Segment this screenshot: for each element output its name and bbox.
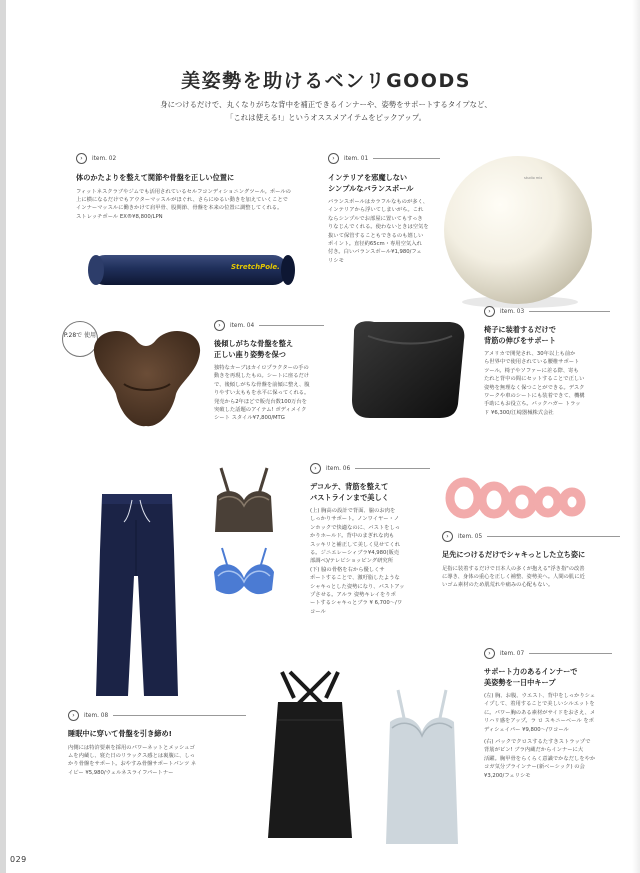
item-body-line: コガ気分ブラインナー(新ベーシック) の会 [484, 764, 585, 771]
arrow-circle-icon: › [68, 710, 79, 721]
item-body-line: スッキリと補正して美しく見せてくれ [310, 541, 400, 548]
item-body-line: ポイント。直径約65cm・専用空気入れ [328, 241, 422, 248]
item-body-line: に。パワー胸のある素材がサイドをおさえ、メ [484, 709, 596, 716]
item-body-line: 上に横になるだけでもアウターマッスルがほぐれ、さらにゆるい動きを加えていくことで [76, 196, 288, 203]
item-body-line: (右) バックでクロスするたすきストラップで [484, 739, 591, 746]
item-body-line: イプして、着用することで美しいシルエットを [484, 701, 595, 708]
item-body-line: ポートすることで、激吁脂したような [310, 575, 400, 582]
blue-bra-image [210, 546, 278, 602]
arrow-circle-icon: › [310, 463, 321, 474]
item-body-line: アメリカで開発され、30年以上も前か [484, 351, 576, 357]
item-04 [214, 320, 324, 423]
item-body-line: ら世界中で使用されている腰椎サポート [484, 359, 580, 366]
item-tag: item. 01 [344, 155, 369, 162]
item-body-line: りなじんでくれる。使わないときは空気を [328, 224, 429, 231]
item-tag: item. 08 [84, 712, 109, 719]
item-body-line: リシモ [328, 257, 344, 264]
item-body-line: 足指に装着するだけで日本人の多くが抱える"浮き指"の改善 [442, 565, 585, 572]
item-heading: インテリアを邪魔しない [328, 173, 408, 182]
item-heading: 体のかたよりを整えて関節や骨盤を正しい位置に [76, 173, 235, 182]
arrow-circle-icon: › [328, 153, 339, 164]
stretch-pole-image [86, 253, 296, 287]
item-05 [442, 531, 620, 590]
item-heading: シンプルなバランスボール [328, 183, 414, 193]
item-body-line: 発売から2年ほどで販売台数100万台を [214, 398, 307, 405]
item-body-line: る。ジニエレーシィブラ¥4,980(販売 [310, 550, 400, 557]
arrow-circle-icon: › [76, 153, 87, 164]
stretch-pole-label: StretchPole. [231, 263, 280, 271]
item-body-line: (下) 脇の骨格を右から優しくサ [310, 566, 385, 573]
item-body-line: ディシェイパー ¥9,800〜/ワコール [484, 726, 569, 733]
posture-seat-image [84, 322, 210, 434]
arrow-circle-icon: › [484, 306, 495, 317]
lead-line-2: 「これは使える!」というオススメアイテムをピックアップ。 [226, 113, 426, 122]
item-heading: サポート力のあるインナーで [484, 667, 578, 676]
item-body-line: シート スタイル¥7,800/MTG [214, 415, 285, 422]
item-heading: デコルテ、背筋を整えて [310, 482, 389, 491]
item-tag: item. 05 [458, 533, 483, 540]
item-heading: 睡眠中に穿いて骨盤を引き締め! [68, 729, 172, 738]
item-body-line: ¥3,200/フェリシモ [484, 772, 531, 779]
item-body-line: かり骨盤をサポート。おやすみ骨盤サポートパンツ ネ [68, 761, 197, 768]
item-body-line: (左) 胸、お腹、ウエスト、背中をしっかりシェ [484, 693, 596, 699]
item-body-line: 突破した話題のアイテム! ボディメイク [214, 407, 307, 414]
item-body-line: 独特なカーブはカイロプラクターの手の [214, 365, 309, 371]
item-body-line: 背筋がピン! ブラ内蔵だからインナーに大 [484, 747, 584, 754]
item-body-line: ンホックで快適なのに、バストをしっ [310, 524, 401, 531]
item-body-line: いゴム素材のため肌荒れや痛みの心配もない。 [442, 582, 554, 589]
balance-ball-image [438, 150, 598, 310]
item-01 [328, 153, 440, 265]
ball-brand-label: studio mix [524, 176, 543, 180]
item-tag: item. 06 [326, 465, 351, 472]
item-heading: 美姿勢を一日中キープ [484, 677, 556, 687]
item-body-line: シャキっとした姿勢になり、バストアッ [310, 583, 405, 590]
item-body-line: イビー ¥5,980/ウェルネスライフパートナー [68, 769, 174, 776]
item-body-line: リハリ感をアップ。ラ ロ スキニーベール をボ [484, 718, 594, 725]
camisole-bra-inner-image [376, 688, 468, 848]
item-body-line: 抜いて保管することもできるのも嬉しい [328, 232, 424, 239]
item-body-line: 内側には特許要素を採用のパワーネットとメッシュゴ [68, 744, 195, 751]
pelvis-pants-image [94, 490, 180, 702]
item-body-line: ならシンプルでお部屋に置いてもすっき [328, 215, 423, 222]
page-reference-bubble: P.28で 使用 [62, 321, 98, 357]
item-body-line: コール [310, 608, 326, 615]
item-06 [310, 463, 430, 616]
item-tag: item. 02 [92, 155, 117, 162]
item-body-line: バランスボールはカラフルなものが多く、 [328, 199, 429, 205]
item-body-line: りやすい太ももを水平に保ってくれる。 [214, 390, 310, 397]
item-heading: バストラインまで美しく [310, 492, 389, 502]
item-03 [484, 306, 610, 417]
item-body-line: ストレッチポール EX®¥8,800/LPN [76, 213, 163, 220]
item-body-line: 付き。白いバランスボール¥1,980/フェ [328, 249, 422, 256]
item-heading: 背筋の伸びをサポート [484, 335, 556, 345]
item-heading: 正しい座り姿勢を保つ [214, 349, 286, 359]
arrow-circle-icon: › [484, 648, 495, 659]
item-08 [68, 710, 246, 777]
item-body-line: インナーマッスルに働きかけて肩甲骨、股関節、骨盤を本来の位置に調整してくれる。 [76, 205, 283, 212]
item-body-line: ド ¥6,300/江崎器械株式会社 [484, 409, 554, 416]
item-tag: item. 07 [500, 650, 525, 657]
arrow-circle-icon: › [442, 531, 453, 542]
item-heading: 足先につけるだけでシャキっとした立ち姿に [442, 550, 586, 559]
item-tag: item. 03 [500, 308, 525, 315]
page-title: 美姿勢を助けるベンリGOODS [181, 70, 471, 92]
item-body-line: ワークや車のシートにも装着できて、機構 [484, 393, 585, 400]
lumbar-cushion-image [344, 318, 474, 422]
item-body-line: ートするシャキっとブラ ¥ 6,700〜/ワ [310, 600, 403, 607]
item-body-line: 活躍。胸甲骨をらくらく意識でかなだしをやか [484, 755, 596, 762]
black-lace-bra-image [211, 466, 277, 538]
item-02 [76, 153, 308, 221]
item-tag: item. 04 [230, 322, 255, 329]
item-body-line: プさせる。アルラ 姿勢キレイをりポ [310, 592, 396, 599]
item-body-line: で、後傾しがちな骨盤を前傾に整え、腹 [214, 381, 310, 388]
item-body-line: しっかりサポート。ノンワイヤー・ノ [310, 516, 400, 523]
page-number: 029 [10, 855, 27, 864]
black-body-shaper-image [260, 668, 360, 844]
item-body-line: (上) 胸高の設計で背面、脇のお肉を [310, 508, 396, 514]
item-body-line: インテリアから浮いてしまいがち。これ [328, 207, 424, 214]
item-07 [484, 648, 612, 780]
arrow-circle-icon: › [214, 320, 225, 331]
item-body-line: 手助にもお役立ち。バックハガー トラッ [484, 401, 581, 408]
item-body-line: フィットネスクラブやジムでも活用されているセルフコンディショニングツール。ポールの [76, 188, 291, 195]
item-heading: 後傾しがちな骨盤を整え [214, 339, 294, 348]
item-body-line: かりホールド。背中のまぎれな肉も [310, 533, 395, 540]
lead-line-1: 身につけるだけで、丸くなりがちな背中を補正できるインナーや、姿勢をサポートするタイプなど、 [160, 100, 492, 109]
item-body-line: 部調べ)/テレビショッピング研究所 [310, 558, 393, 565]
item-heading: 椅子に装着するだけで [484, 325, 556, 334]
item-body-line: ムを内蔵し、寝た日のリラックス感とは裏腹に、しっ [68, 752, 195, 759]
toe-separator-image [442, 470, 592, 528]
item-body-line: たれと背中の間にセットすることで正しい [484, 376, 585, 383]
item-body-line: ツール。椅子やソファーに差る際、寄も [484, 367, 579, 374]
item-body-line: 動きを再現したもの。シートに座るだけ [214, 373, 310, 380]
item-body-line: に導き、身体の重心を正しく補整、姿勢美へ。人間の肌に近 [442, 573, 585, 580]
item-body-line: 姿勢を無理なく保つことができる。デスク [484, 384, 585, 391]
